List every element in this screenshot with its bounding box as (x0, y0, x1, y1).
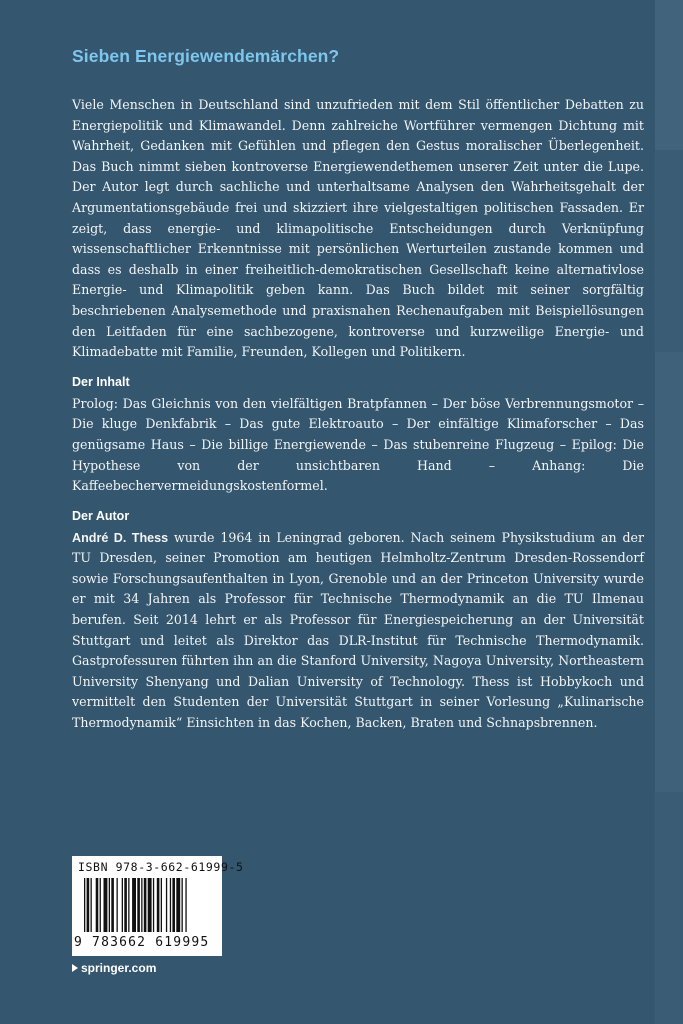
barcode-bar (96, 878, 99, 932)
barcode-bar (128, 878, 129, 932)
barcode-bar (124, 878, 127, 932)
barcode-bar (87, 878, 90, 932)
intro-paragraph: Viele Menschen in Deutschland sind unzufrieden mit dem Stil öffentlicher Debatten zu Energiepolitik und Klimawandel. Denn zahlreiche Wortführer vermengen Dichtung mit Wahrheit, Gedanken mit Gefühlen und pflegen den Gestus moralischer Überlegenheit. Das Buch nimmt sieben kontroverse Energiewendethemen unserer Zeit unter die Lupe. Der Autor legt durch sachliche und unterhaltsame Analysen den Wahrheitsgehalt der Argumentationsgebäude frei und skizziert ihre vielgestaltigen politischen Fassaden. Er zeigt, dass energie- und klimapolitische Entscheidungen durch Verknüpfung wissenschaftlicher Erkenntnisse mit persönlichen Werturteilen zustande kommen und dass es deshalb in einer freiheitlich-demokratischen Gesellschaft keine alternativlose Energie- und Klimapolitik geben kann. Das Buch bildet mit seiner sorgfältig beschriebenen Analysemethode und praxisnahen Rechenaufgaben mit Beispiellösungen den Leitfaden für eine sachbezogene, kontroverse und kurzweilige Energie- und Klimadebatte mit Familie, Freunden, Kollegen und Politikern. (72, 97, 644, 360)
barcode-bar (122, 878, 123, 932)
author-bio: wurde 1964 in Leningrad geboren. Nach seinem Physikstudium an der TU Dresden, seiner Promotion am heutigen Helmholtz-Zentrum Dresden-Rossendorf sowie Forschungsaufenthalten in Lyon, Grenoble und an der Princeton University wurde er mit 34 Jahren als Professor für Technische Thermodynamik an die TU Ilmenau berufen. Seit 2014 lehrt er als Professor für Energiespeicherung an der Universität Stuttgart und leitet als Direktor das DLR-Institut für Technische Thermodynamik. Gastprofessuren führten ihn an die Stanford University, Nagoya University, Northeastern University Shenyang und Dalian University of Technology. Thess ist Hobbykoch und vermittelt den Studenten der Universität Stuttgart in seiner Vorlesung „Kulinarische Thermodynamik“ Einsichten in das Kochen, Backen, Braten und Schnapsbrennen. (72, 529, 645, 731)
arrow-right-icon (72, 964, 78, 972)
barcode-bar (148, 878, 152, 932)
barcode-digits: 9 783662 619995 (74, 935, 210, 950)
barcode-bar (84, 878, 85, 932)
author-paragraph (72, 528, 644, 734)
barcode-bar (111, 878, 114, 932)
edge-stripe (655, 352, 683, 792)
barcode-bar (185, 878, 186, 932)
barcode-bar (141, 878, 142, 932)
isbn-barcode (72, 856, 244, 956)
barcode-bars (84, 878, 218, 932)
edge-stripe (655, 0, 683, 150)
barcode-bar (137, 878, 140, 932)
contents-paragraph: Prolog: Das Gleichnis von den vielfältigen Bratpfannen – Der böse Verbrennungsmotor – Die kluge Denkfabrik – Das gute Elektroauto – Der einfältige Klimaforscher – Das genügsame Haus – Die billige Energiewende – Das stubenreine Flugzeug – Epilog: Die Hypothese von der unsichtbaren Hand – Anhang: Die Kaffeebechervermeidungskostenformel. (72, 395, 644, 494)
barcode-bar (161, 878, 162, 932)
barcode-bar (109, 878, 110, 932)
barcode-bar (166, 878, 167, 932)
barcode-bar (172, 878, 175, 932)
barcode-bar (176, 878, 180, 932)
isbn-label: ISBN 978-3-662-61999-5 (78, 860, 244, 874)
barcode-bar (170, 878, 171, 932)
right-edge-band (655, 0, 683, 1024)
barcode-bar (153, 878, 154, 932)
barcode-bar (91, 878, 92, 932)
barcode-bar (144, 878, 147, 932)
author-heading: Der Autor (72, 508, 130, 523)
barcode-bar (117, 878, 118, 932)
contents-heading: Der Inhalt (72, 374, 130, 389)
barcode-bar (157, 878, 160, 932)
barcode-bar (132, 878, 136, 932)
book-title: Sieben Energiewendemärchen? (72, 46, 340, 66)
back-cover-text (72, 46, 644, 734)
publisher-link-text: springer.com (81, 961, 157, 975)
barcode-bar (100, 878, 101, 932)
barcode-bar (182, 878, 183, 932)
publisher-link[interactable] (72, 961, 156, 975)
barcode-bar (104, 878, 108, 932)
author-name: André D. Thess (72, 530, 169, 545)
